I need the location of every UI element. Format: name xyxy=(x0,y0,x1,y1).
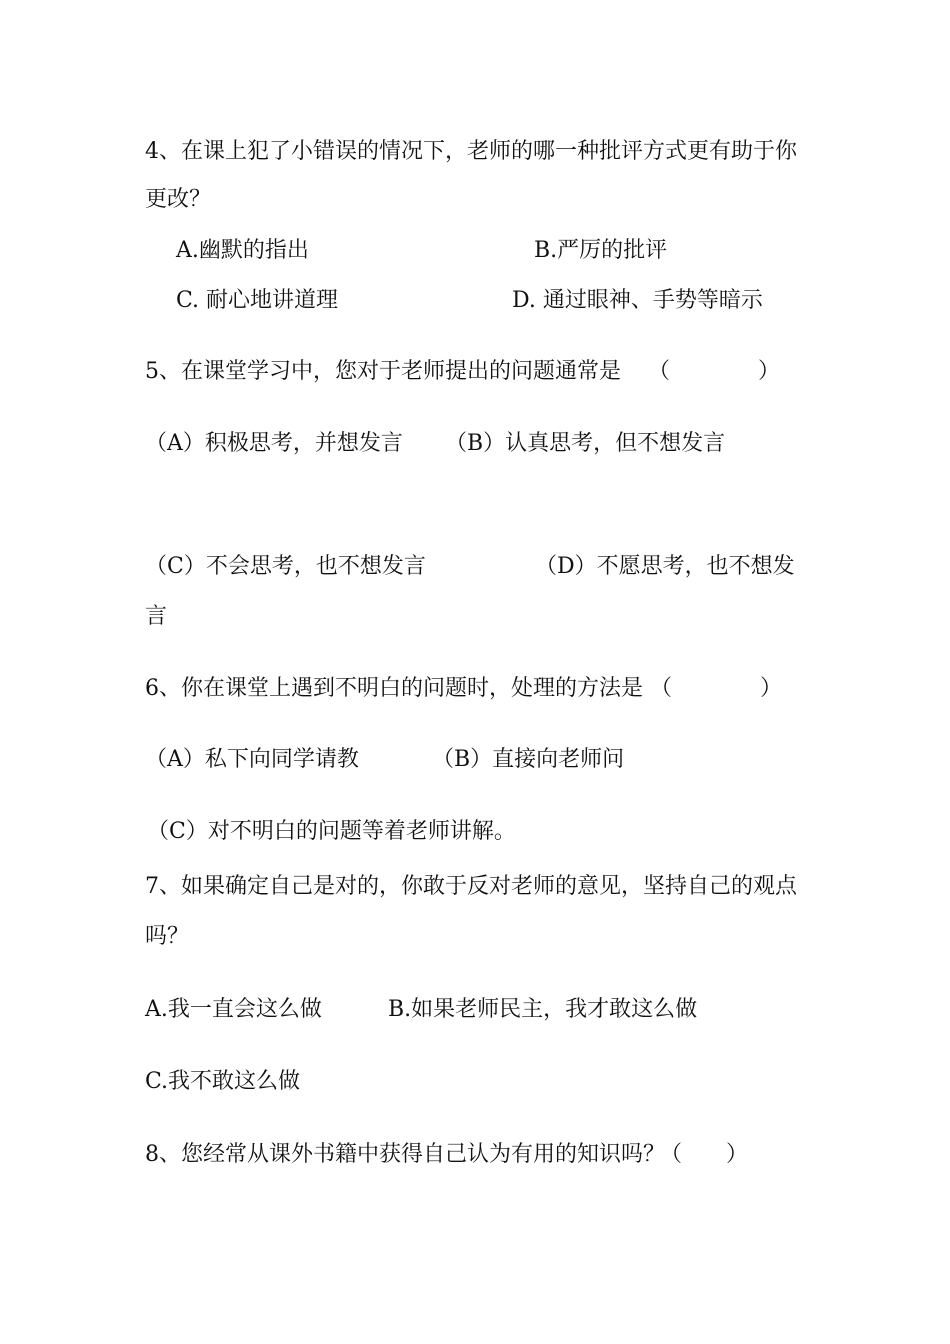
q5-answer-parentheses: （ ） xyxy=(648,359,781,384)
q5-option-a: （A）积极思考，并想发言 xyxy=(145,431,403,456)
q6-option-b: （B）直接向老师问 xyxy=(432,747,625,772)
q5-option-c: （C）不会思考，也不想发言 xyxy=(145,554,426,579)
q4-option-b: B.严厉的批评 xyxy=(534,238,668,263)
q6-option-a: （A）私下向同学请教 xyxy=(145,747,359,772)
q8-stem: 8、您经常从课外书籍中获得自己认为有用的知识吗？ xyxy=(145,1142,665,1167)
q5-option-d: （D）不愿思考，也不想发 xyxy=(535,554,795,579)
q5-stem: 5、在课堂学习中，您对于老师提出的问题通常是 xyxy=(145,359,621,384)
q5-option-b: （B）认真思考，但不想发言 xyxy=(445,431,726,456)
q4-stem-line2: 更改？ xyxy=(145,187,212,212)
q7-option-b: B.如果老师民主，我才敢这么做 xyxy=(388,997,698,1022)
q4-option-a: A.幽默的指出 xyxy=(176,238,309,263)
q7-option-c: C.我不敢这么做 xyxy=(145,1069,301,1094)
q4-option-c: C. 耐心地讲道理 xyxy=(176,288,339,313)
q7-option-a: A.我一直会这么做 xyxy=(145,997,322,1022)
q7-stem-line1: 7、如果确定自己是对的，你敢于反对老师的意见，坚持自己的观点 xyxy=(145,874,797,899)
q4-stem-line1: 4、在课上犯了小错误的情况下，老师的哪一种批评方式更有助于你 xyxy=(145,139,797,164)
q8-answer-parentheses: （ ） xyxy=(660,1142,749,1167)
q5-option-d-wrap: 言 xyxy=(145,604,168,629)
q6-stem: 6、你在课堂上遇到不明白的问题时，处理的方法是 xyxy=(145,676,643,701)
q7-stem-line2: 吗？ xyxy=(145,924,190,949)
q6-option-c: （C）对不明白的问题等着老师讲解。 xyxy=(147,819,516,844)
q4-option-d: D. 通过眼神、手势等暗示 xyxy=(512,288,763,313)
q6-answer-parentheses: （ ） xyxy=(650,676,783,701)
